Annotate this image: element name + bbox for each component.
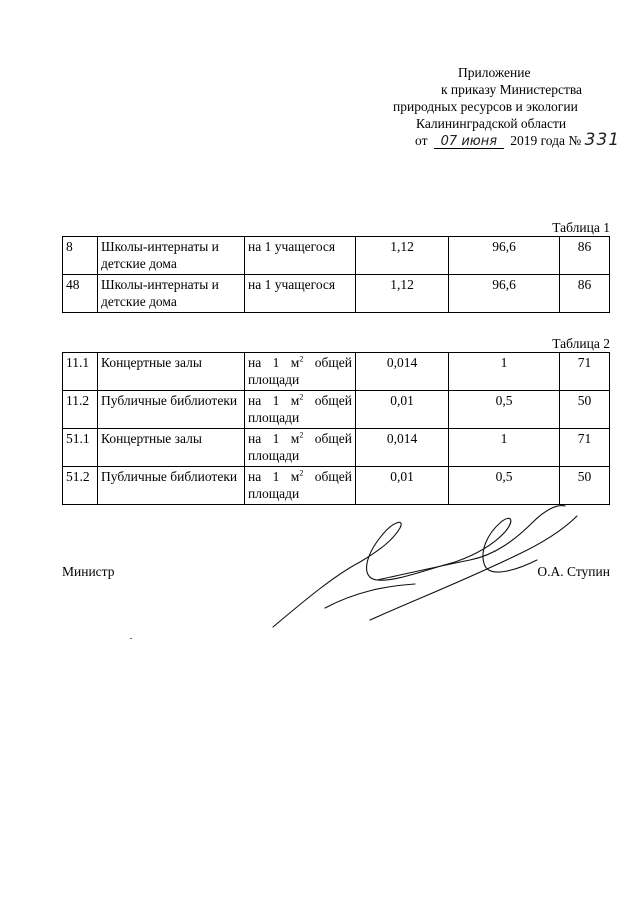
row-number: 8 [63, 237, 98, 275]
unit: на 1 $м^2$ общей площади [245, 353, 356, 391]
value-3: 71 [560, 353, 610, 391]
handwritten-date: 07 июня [434, 135, 504, 149]
handwritten-order-number: 331 [584, 130, 621, 150]
order-reference: к приказу Министерства [441, 82, 583, 97]
facility-name: Публичные библиотеки [98, 391, 245, 429]
facility-name: Школы-интернаты и детские дома [98, 237, 245, 275]
unit: на 1 учащегося [245, 275, 356, 313]
value-3: 71 [560, 429, 610, 467]
value-3: 50 [560, 391, 610, 429]
value-3: 50 [560, 467, 610, 505]
row-number: 51.1 [63, 429, 98, 467]
row-number: 11.2 [63, 391, 98, 429]
row-number: 51.2 [63, 467, 98, 505]
table1-caption: Таблица 1 [552, 220, 610, 235]
value-1: 0,014 [356, 429, 449, 467]
scan-speck [130, 638, 132, 639]
unit: на 1 учащегося [245, 237, 356, 275]
value-3: 86 [560, 237, 610, 275]
signatory-name: О.А. Ступин [537, 564, 610, 579]
value-1: 0,01 [356, 391, 449, 429]
facility-name: Школы-интернаты и детские дома [98, 275, 245, 313]
value-2: 0,5 [449, 391, 560, 429]
unit: на 1 $м^2$ общей площади [245, 429, 356, 467]
value-1: 1,12 [356, 275, 449, 313]
value-2: 1 [449, 353, 560, 391]
row-number: 11.1 [63, 353, 98, 391]
table-1 [62, 236, 610, 313]
year-label: 2019 года № [510, 133, 582, 148]
table-row [63, 467, 610, 505]
value-2: 96,6 [449, 237, 560, 275]
value-2: 0,5 [449, 467, 560, 505]
facility-name: Концертные залы [98, 353, 245, 391]
table-row [63, 391, 610, 429]
appendix-title: Приложение [458, 65, 531, 80]
unit: на 1 $м^2$ общей площади [245, 467, 356, 505]
value-1: 0,01 [356, 467, 449, 505]
table-row [63, 275, 610, 313]
facility-name: Публичные библиотеки [98, 467, 245, 505]
value-2: 96,6 [449, 275, 560, 313]
from-label: от [415, 133, 428, 148]
appendix-header [360, 64, 640, 149]
signatory-title: Министр [62, 564, 115, 579]
value-3: 86 [560, 275, 610, 313]
table-row [63, 237, 610, 275]
table-row [63, 353, 610, 391]
facility-name: Концертные залы [98, 429, 245, 467]
signature-icon [265, 500, 585, 635]
table2-caption: Таблица 2 [552, 336, 610, 351]
value-2: 1 [449, 429, 560, 467]
table-2 [62, 352, 610, 505]
row-number: 48 [63, 275, 98, 313]
order-date-line [360, 132, 640, 149]
unit: на 1 $м^2$ общей площади [245, 391, 356, 429]
table-row [63, 429, 610, 467]
value-1: 1,12 [356, 237, 449, 275]
value-1: 0,014 [356, 353, 449, 391]
region-name: Калининградской области [416, 116, 567, 131]
ministry-name: природных ресурсов и экологии [393, 99, 578, 114]
